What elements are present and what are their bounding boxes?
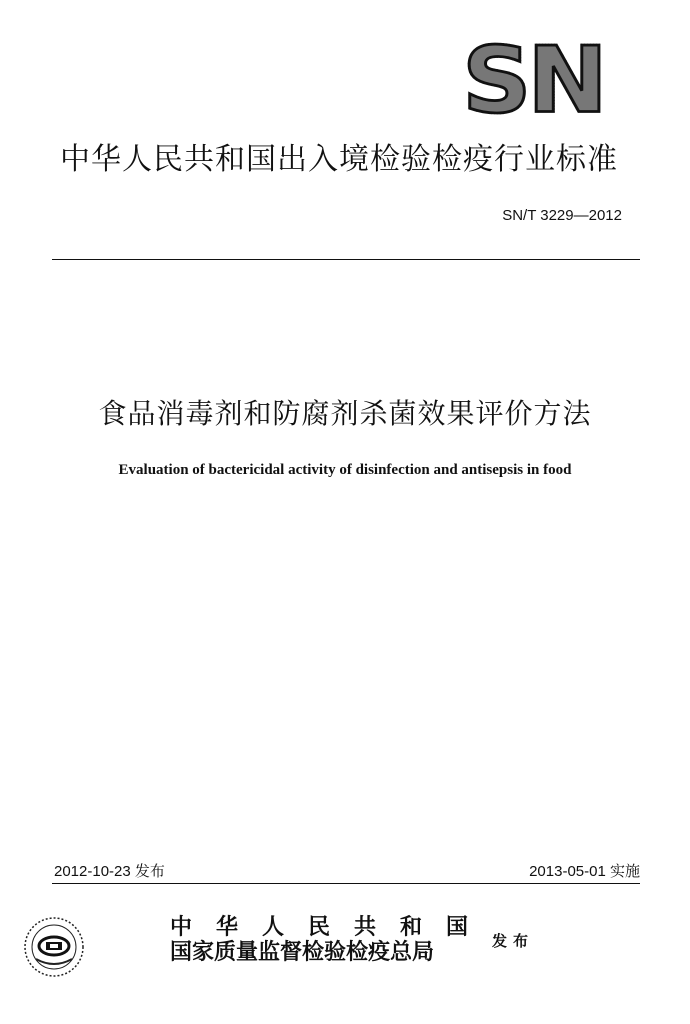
issuer-seal-icon (22, 915, 86, 979)
standard-number: SN/T 3229—2012 (502, 207, 622, 224)
publish-label: 发布 (492, 932, 535, 950)
issuer-line-1: 中华人民共和国 (170, 914, 493, 940)
document-title-cn: 食品消毒剂和防腐剂杀菌效果评价方法 (98, 397, 592, 430)
header-title: 中华人民共和国出入境检验检疫行业标准 (60, 142, 618, 177)
issue-date: 2012-10-23 发布 (54, 863, 165, 880)
document-title-en: Evaluation of bactericidal activity of disinfection and antisepsis in food (118, 462, 572, 478)
implementation-date: 2013-05-01 实施 (529, 863, 640, 880)
sn-logo: SN (460, 42, 606, 118)
issuer-line-2: 国家质量监督检验检疫总局 (170, 939, 435, 965)
bottom-divider (52, 883, 640, 884)
top-divider (52, 259, 640, 260)
